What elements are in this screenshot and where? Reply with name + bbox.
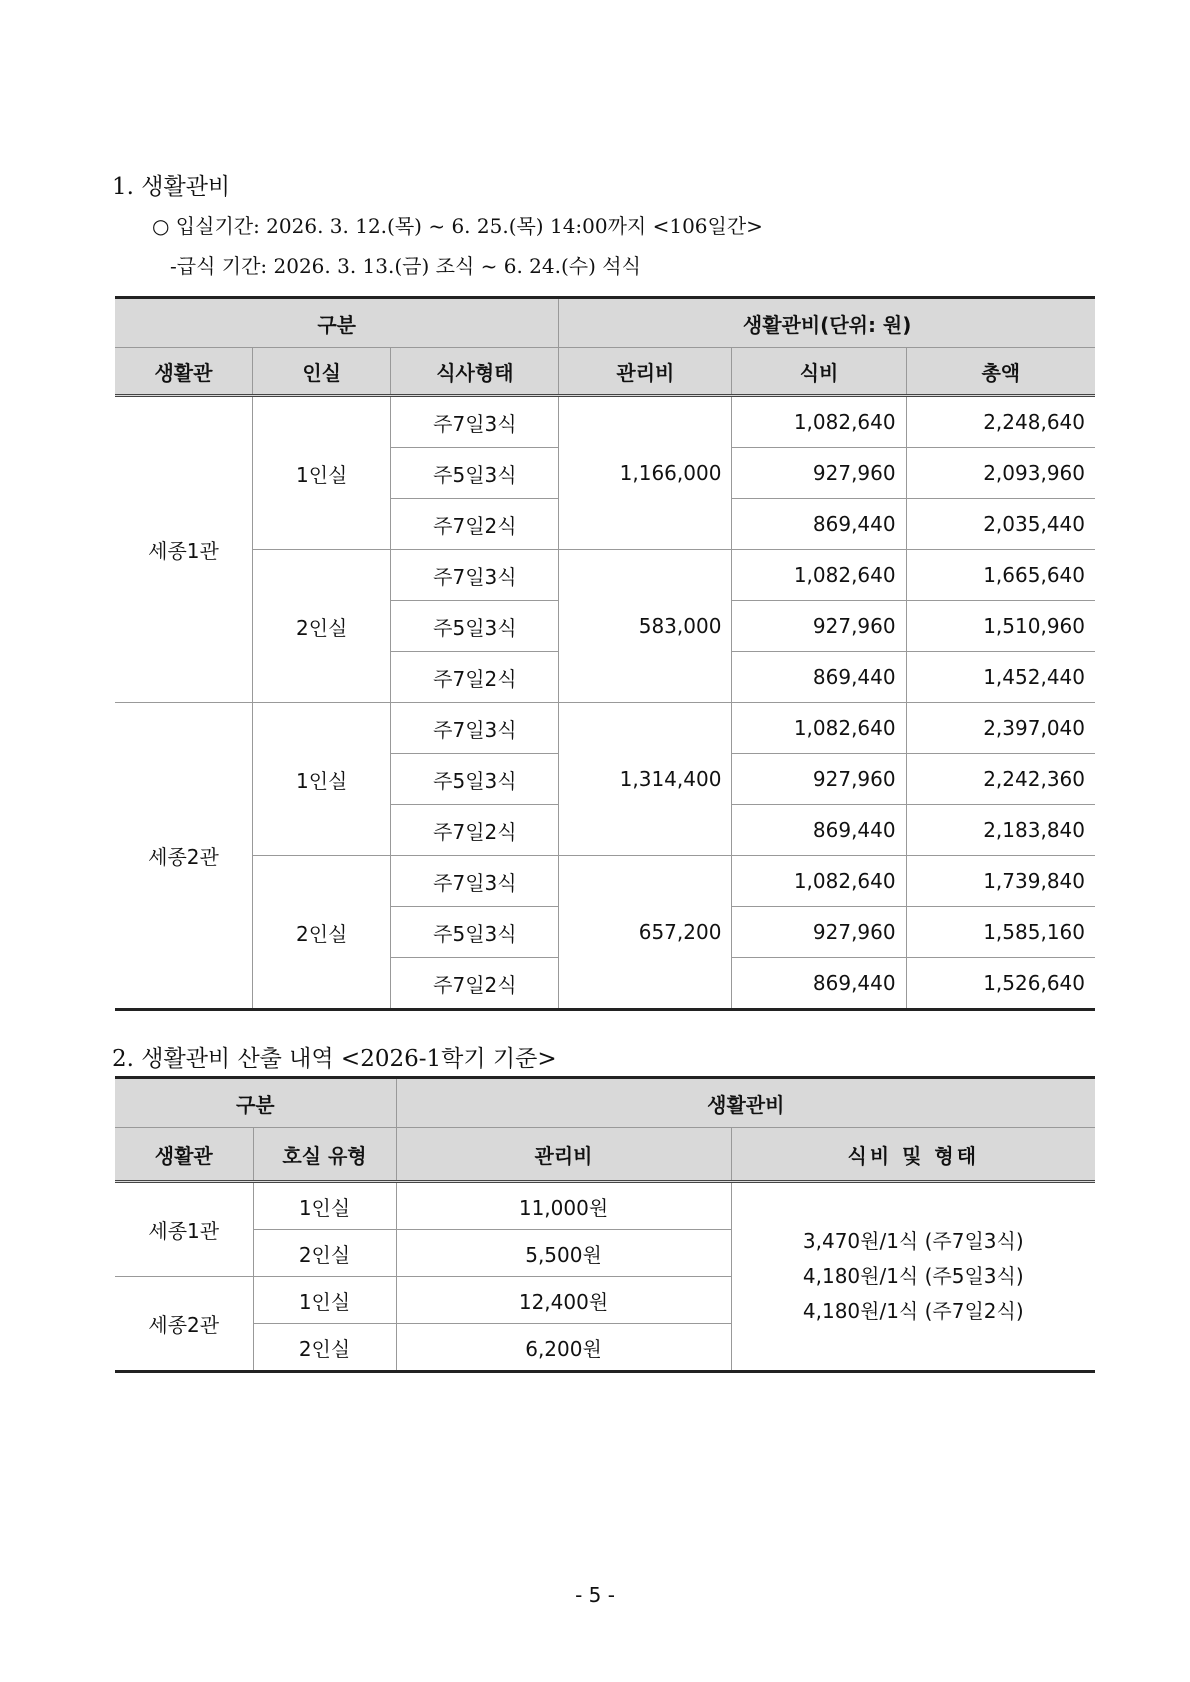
total-fee: 1,526,640: [906, 958, 1095, 1010]
food-fee: 869,440: [732, 958, 906, 1010]
fee-table: [115, 296, 1095, 1011]
mgmt-fee: 1,166,000: [559, 396, 732, 550]
table-row: [115, 856, 1095, 907]
dorm-name: 세종2관: [115, 703, 252, 1010]
room-type: 1인실: [252, 703, 391, 856]
table-row: [115, 550, 1095, 601]
meal-type: 주5일3식: [391, 448, 559, 499]
food-fee: 927,960: [732, 754, 906, 805]
total-fee: 1,585,160: [906, 907, 1095, 958]
room-type: 1인실: [253, 1277, 396, 1324]
room-type: 2인실: [252, 856, 391, 1010]
food-line: 3,470원/1식 (주7일3식): [802, 1229, 1024, 1253]
total-fee: 2,397,040: [906, 703, 1095, 754]
mgmt-fee: 6,200원: [396, 1324, 731, 1372]
room-type: 2인실: [252, 550, 391, 703]
meal-type: 주7일2식: [391, 805, 559, 856]
total-fee: 1,452,440: [906, 652, 1095, 703]
total-fee: 1,665,640: [906, 550, 1095, 601]
food-fee: 1,082,640: [732, 396, 906, 448]
col-dorm: 생활관: [115, 1128, 253, 1182]
total-fee: 2,035,440: [906, 499, 1095, 550]
residence-period: ○ 입실기간: 2026. 3. 12.(목) ~ 6. 25.(목) 14:00까지 <106일간>: [152, 214, 763, 238]
mgmt-fee: 5,500원: [396, 1230, 731, 1277]
col-total: 총액: [906, 348, 1095, 396]
meal-type: 주5일3식: [391, 601, 559, 652]
section1-heading: 1. 생활관비: [112, 174, 231, 200]
meal-type: 주5일3식: [391, 907, 559, 958]
food-fee: 927,960: [732, 448, 906, 499]
meal-type: 주7일3식: [391, 550, 559, 601]
food-fee: 927,960: [732, 907, 906, 958]
food-fee: 1,082,640: [732, 856, 906, 907]
meal-type: 주7일3식: [391, 703, 559, 754]
dorm-name: 세종2관: [115, 1277, 253, 1372]
room-type: 2인실: [253, 1324, 396, 1372]
food-line: 4,180원/1식 (주7일2식): [802, 1299, 1024, 1323]
col-food: 식비 및 형태: [731, 1128, 1095, 1182]
room-type: 1인실: [252, 396, 391, 550]
food-fee: 927,960: [732, 601, 906, 652]
col-room: 인실: [252, 348, 391, 396]
meal-type: 주7일2식: [391, 652, 559, 703]
total-fee: 2,093,960: [906, 448, 1095, 499]
meal-type: 주7일3식: [391, 856, 559, 907]
food-fee: 869,440: [732, 652, 906, 703]
meal-type: 주7일2식: [391, 499, 559, 550]
col-room-type: 호실 유형: [253, 1128, 396, 1182]
total-fee: 1,739,840: [906, 856, 1095, 907]
fee-header: 생활관비: [396, 1078, 1095, 1128]
group-header: 구분: [115, 298, 559, 348]
table-row: [115, 1182, 1095, 1230]
table-row: [115, 396, 1095, 448]
mgmt-fee: 583,000: [559, 550, 732, 703]
mgmt-fee: 11,000원: [396, 1182, 731, 1230]
meal-type: 주7일2식: [391, 958, 559, 1010]
food-fee: 1,082,640: [732, 550, 906, 601]
section2-heading: 2. 생활관비 산출 내역 <2026-1학기 기준>: [112, 1046, 557, 1072]
meal-period: -급식 기간: 2026. 3. 13.(금) 조식 ~ 6. 24.(수) 석식: [170, 254, 641, 278]
mgmt-fee: 1,314,400: [559, 703, 732, 856]
room-type: 1인실: [253, 1182, 396, 1230]
col-mgmt: 관리비: [559, 348, 732, 396]
food-fee-details: [731, 1182, 1095, 1372]
total-fee: 2,248,640: [906, 396, 1095, 448]
food-fee: 869,440: [732, 805, 906, 856]
dorm-name: 세종1관: [115, 396, 252, 703]
room-type: 2인실: [253, 1230, 396, 1277]
group-header: 구분: [115, 1078, 396, 1128]
fee-header: 생활관비(단위: 원): [559, 298, 1095, 348]
food-fee: 869,440: [732, 499, 906, 550]
total-fee: 1,510,960: [906, 601, 1095, 652]
meal-type: 주5일3식: [391, 754, 559, 805]
fee-breakdown-table: [115, 1076, 1095, 1373]
page-number: - 5 -: [575, 1583, 615, 1607]
col-mgmt: 관리비: [396, 1128, 731, 1182]
dorm-name: 세종1관: [115, 1182, 253, 1277]
meal-type: 주7일3식: [391, 396, 559, 448]
mgmt-fee: 657,200: [559, 856, 732, 1010]
total-fee: 2,242,360: [906, 754, 1095, 805]
col-meal: 식사형태: [391, 348, 559, 396]
total-fee: 2,183,840: [906, 805, 1095, 856]
table-row: [115, 703, 1095, 754]
mgmt-fee: 12,400원: [396, 1277, 731, 1324]
food-line: 4,180원/1식 (주5일3식): [802, 1264, 1024, 1288]
col-dorm: 생활관: [115, 348, 252, 396]
col-food: 식비: [732, 348, 906, 396]
food-fee: 1,082,640: [732, 703, 906, 754]
